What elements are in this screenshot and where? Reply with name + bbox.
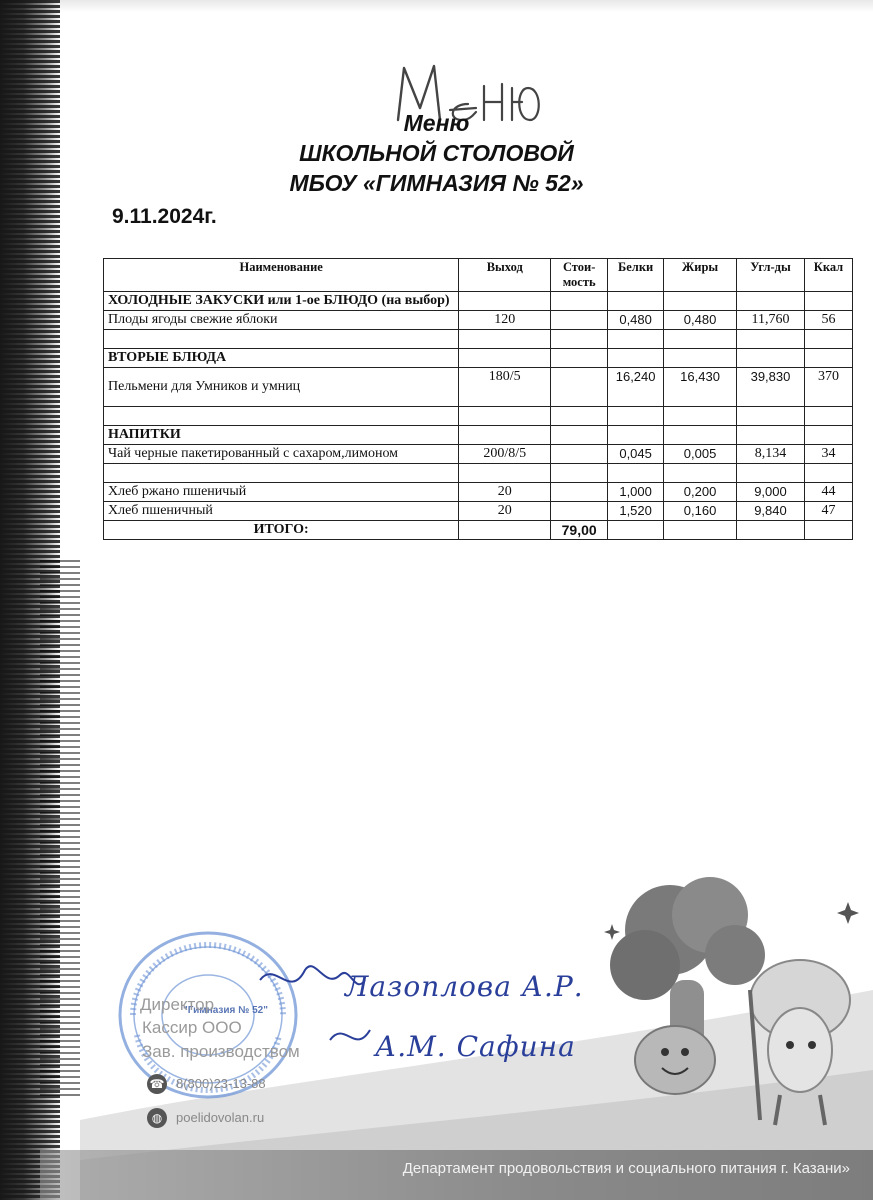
scan-artifact-left-streaks [40, 560, 80, 1100]
cell-carbs [737, 349, 805, 368]
title-canteen: ШКОЛЬНОЙ СТОЛОВОЙ [299, 140, 574, 166]
cell-output [459, 292, 551, 311]
total-label: ИТОГО: [104, 521, 459, 540]
cell-carbs: 8,134 [737, 445, 805, 464]
contact-website: poelidovolan.ru [176, 1110, 265, 1125]
cell-protein [608, 407, 664, 426]
cell-kcal: 56 [804, 311, 852, 330]
cell-fat: 0,160 [664, 502, 737, 521]
cell-protein [608, 330, 664, 349]
cell-name: Чай черные пакетированный с сахаром,лимоном [104, 445, 459, 464]
cell-fat: 0,005 [664, 445, 737, 464]
cell-protein [608, 292, 664, 311]
table-row [104, 426, 853, 445]
cell-fat [664, 407, 737, 426]
cell-fat [664, 464, 737, 483]
cell-output [459, 349, 551, 368]
cell-name: Хлеб пшеничный [104, 502, 459, 521]
cashier-label: Кассир ООО [142, 1018, 242, 1037]
cell-output: 200/8/5 [459, 445, 551, 464]
cell-protein: 0,480 [608, 311, 664, 330]
cell-carbs [737, 292, 805, 311]
cell-name: Пельмени для Умников и умниц [104, 368, 459, 407]
cell-kcal [804, 349, 852, 368]
cell-price [551, 407, 608, 426]
cell-name: Хлеб ржано пшеничый [104, 483, 459, 502]
cell-protein [608, 349, 664, 368]
cell-fat: 16,430 [664, 368, 737, 407]
cell-carbs [737, 330, 805, 349]
production-signature: А.М. Сафина [375, 1030, 576, 1063]
cell-output [459, 521, 551, 540]
menu-table [103, 258, 853, 540]
cell-price [551, 292, 608, 311]
cell-price [551, 464, 608, 483]
cell-fat [664, 330, 737, 349]
cell-price [551, 502, 608, 521]
section-drinks: НАПИТКИ [104, 426, 459, 445]
cell-fat [664, 292, 737, 311]
page-title [0, 108, 873, 198]
cell-protein: 0,045 [608, 445, 664, 464]
table-header-row [104, 259, 853, 292]
globe-icon: ◍ [147, 1108, 167, 1128]
table-row [104, 445, 853, 464]
director-label: Директор [140, 995, 215, 1014]
cell-kcal [804, 521, 852, 540]
header-output: Выход [459, 259, 551, 292]
table-row [104, 483, 853, 502]
cell-fat [664, 521, 737, 540]
cell-output: 180/5 [459, 368, 551, 407]
table-row [104, 464, 853, 483]
cell-output: 120 [459, 311, 551, 330]
title-school: МБОУ «ГИМНАЗИЯ № 52» [289, 170, 584, 196]
cell-protein: 1,520 [608, 502, 664, 521]
cell-kcal [804, 426, 852, 445]
table-row [104, 330, 853, 349]
table-row [104, 502, 853, 521]
cell-protein: 1,000 [608, 483, 664, 502]
cell-output: 20 [459, 502, 551, 521]
contact-phone: 8(800)23-13-88 [176, 1076, 266, 1091]
cell-fat: 0,200 [664, 483, 737, 502]
cell-kcal [804, 292, 852, 311]
cell-kcal [804, 330, 852, 349]
cell-kcal: 370 [804, 368, 852, 407]
vegetable-mascots-illustration [600, 870, 873, 1130]
section-cold-snacks: ХОЛОДНЫЕ ЗАКУСКИ или 1-ое БЛЮДО (на выбор) [104, 292, 459, 311]
cell-output [459, 407, 551, 426]
cell-price [551, 349, 608, 368]
cell-kcal: 47 [804, 502, 852, 521]
total-price: 79,00 [551, 521, 608, 540]
title-menu: Меню [403, 110, 470, 136]
cell-kcal [804, 464, 852, 483]
cell-price [551, 330, 608, 349]
cell-carbs: 9,840 [737, 502, 805, 521]
cell-carbs: 11,760 [737, 311, 805, 330]
scan-artifact-top [0, 0, 873, 12]
cell-name [104, 330, 459, 349]
section-main-dishes: ВТОРЫЕ БЛЮДА [104, 349, 459, 368]
cell-price [551, 311, 608, 330]
header-name: Наименование [104, 259, 459, 292]
phone-icon: ☎ [147, 1074, 167, 1094]
cell-carbs [737, 426, 805, 445]
cell-fat [664, 349, 737, 368]
cell-output [459, 330, 551, 349]
table-total-row [104, 521, 853, 540]
stamp-name: "Гимназия № 52" [183, 1005, 268, 1016]
director-signature: Лазоплова А.Р. [345, 970, 584, 1003]
cell-name [104, 407, 459, 426]
cell-carbs [737, 407, 805, 426]
cell-price [551, 445, 608, 464]
footer-department-text: Департамент продовольствия и социального питания г. Казани» [402, 1160, 850, 1177]
table-row [104, 292, 853, 311]
header-kcal: Ккал [804, 259, 852, 292]
cell-name [104, 464, 459, 483]
cell-price [551, 368, 608, 407]
table-row [104, 407, 853, 426]
header-fat: Жиры [664, 259, 737, 292]
table-row [104, 311, 853, 330]
cell-carbs [737, 464, 805, 483]
cell-price [551, 483, 608, 502]
cell-output [459, 426, 551, 445]
cell-fat [664, 426, 737, 445]
cell-protein [608, 426, 664, 445]
header-protein: Белки [608, 259, 664, 292]
header-price: Стои-мость [551, 259, 608, 292]
cell-output [459, 464, 551, 483]
menu-date: 9.11.2024г. [112, 205, 217, 228]
cell-protein: 16,240 [608, 368, 664, 407]
cell-carbs [737, 521, 805, 540]
cell-protein [608, 464, 664, 483]
cell-kcal: 44 [804, 483, 852, 502]
cell-protein [608, 521, 664, 540]
cell-fat: 0,480 [664, 311, 737, 330]
table-row [104, 349, 853, 368]
cell-kcal [804, 407, 852, 426]
cell-carbs: 39,830 [737, 368, 805, 407]
cell-carbs: 9,000 [737, 483, 805, 502]
cell-name: Плоды ягоды свежие яблоки [104, 311, 459, 330]
cell-output: 20 [459, 483, 551, 502]
production-manager-label: Зав. производством [142, 1042, 300, 1061]
table-row [104, 368, 853, 407]
cell-price [551, 426, 608, 445]
header-carbs: Угл-ды [737, 259, 805, 292]
cell-kcal: 34 [804, 445, 852, 464]
